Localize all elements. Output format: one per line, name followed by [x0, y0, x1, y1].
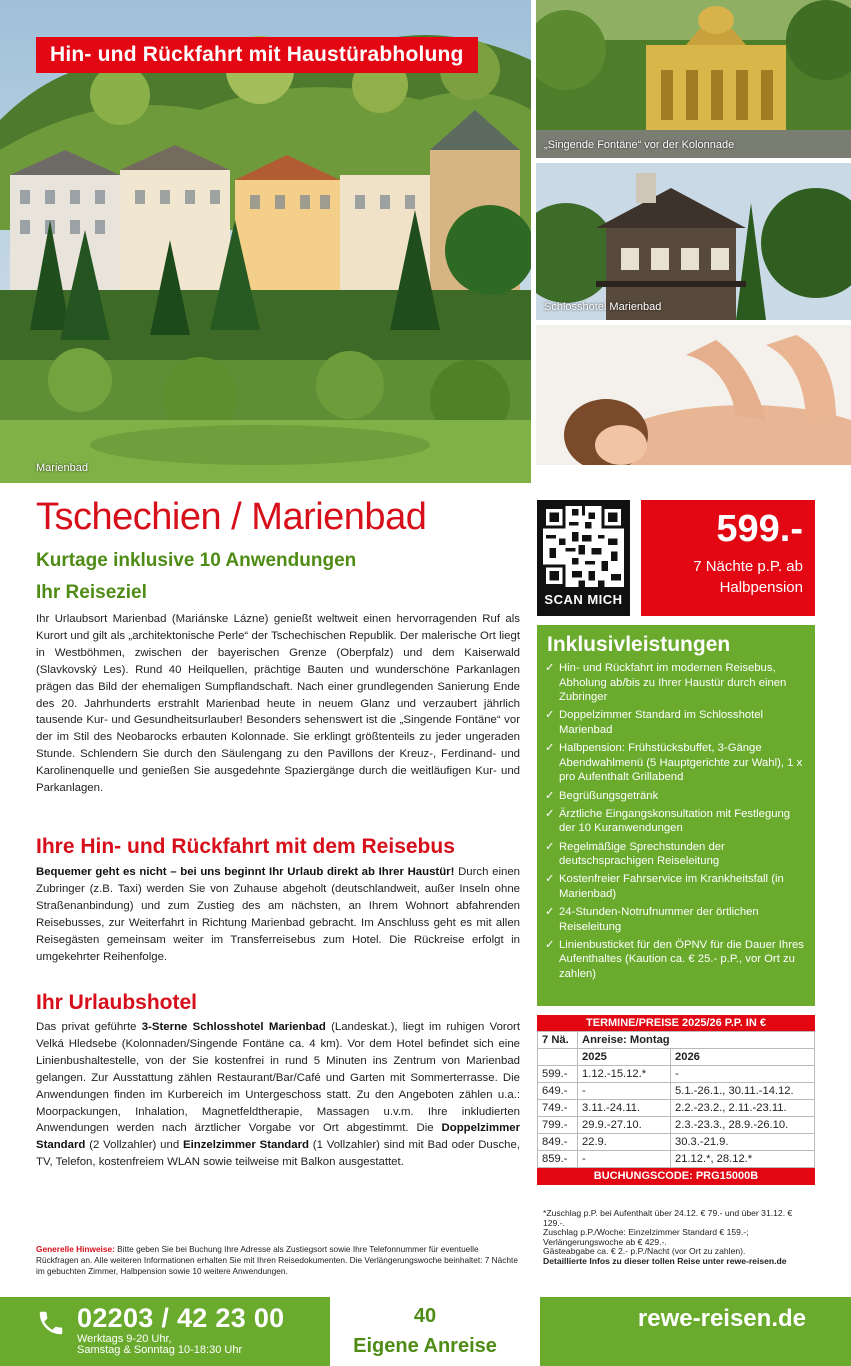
inclusive-list — [545, 661, 809, 985]
empty-cell — [538, 1049, 578, 1066]
inclusive-item — [545, 938, 809, 982]
check-icon: ✓ — [545, 709, 555, 722]
table-row — [538, 1100, 815, 1117]
row-dates-2026: - — [671, 1066, 815, 1083]
website-link[interactable]: rewe-reisen.de — [637, 1305, 806, 1332]
table-row — [538, 1083, 815, 1100]
inclusive-item — [545, 661, 809, 705]
phone-icon — [36, 1308, 66, 1338]
row-dates-2026: 2.2.-23.2., 2.11.-23.11. — [671, 1100, 815, 1117]
footer-phone[interactable] — [0, 1297, 330, 1366]
table-row — [538, 1117, 815, 1134]
row-dates-2025: 29.9.-27.10. — [578, 1117, 671, 1134]
booking-code: BUCHUNGSCODE: PRG15000B — [537, 1168, 815, 1185]
inclusive-item-text: Linienbusticket für den ÖPNV für die Dauer Ihres Aufenthaltes (Kaution ca. € 25.- p.P., vor Ort zu zahlen) — [559, 938, 804, 981]
own-travel-label: Eigene Anreise — [353, 1335, 497, 1357]
row-price: 859.- — [538, 1151, 578, 1168]
qr-code-box[interactable] — [537, 500, 630, 616]
hours-weekend: Samstag & Sonntag 10-18:30 Uhr — [77, 1344, 243, 1356]
price-nights: 7 Nächte p.P. ab — [693, 558, 803, 575]
row-price: 749.- — [538, 1100, 578, 1117]
hours-weekdays: Werktags 9-20 Uhr, — [77, 1333, 172, 1345]
banner-pickup: Hin- und Rückfahrt mit Haustürabholung — [36, 37, 478, 73]
heading-bus: Ihre Hin- und Rückfahrt mit dem Reisebus — [36, 835, 455, 858]
row-dates-2025: 1.12.-15.12.* — [578, 1066, 671, 1083]
row-dates-2026: 21.12.*, 28.12.* — [671, 1151, 815, 1168]
single-room: Einzelzimmer Standard — [182, 1139, 309, 1152]
bus-text — [36, 864, 520, 965]
row-price: 599.- — [538, 1066, 578, 1083]
footer-center — [339, 1297, 511, 1366]
inclusive-item — [545, 872, 809, 901]
dates-prices-table — [537, 1015, 815, 1185]
inclusive-title: Inklusivleistungen — [547, 633, 731, 656]
row-dates-2025: 22.9. — [578, 1134, 671, 1151]
qr-code[interactable] — [543, 506, 624, 587]
photo-massage — [536, 325, 851, 483]
check-icon: ✓ — [545, 742, 555, 755]
check-icon: ✓ — [545, 662, 555, 674]
hotel-text-4: (1 Vollzahler) sind mit Bad oder Dusche, TV, Telefon, kostenfreiem WLAN sowie teilweise mit Balkon ausgestattet. — [36, 1139, 520, 1169]
bus-body: Durch einen Zubringer (z.B. Taxi) werden Sie von Zuhause abgeholt (deutschlandweit, außer Inseln ohne Straßenanbindung) und zum Zustieg des am nächsten, an Ihrem Wohnort abfahrenden Reisebusses, zur Weiterfahrt in Richtung Marienbad gebracht. Im Anschluss geht es mit allen Reisegästen gemeinsam weiter im Transferreisebus zum Hotel. Die Rückreise erfolgt in umgekehrter Reihenfolge. — [36, 866, 520, 963]
heading-destination: Ihr Reiseziel — [36, 582, 147, 603]
page-title: Tschechien / Marienbad — [36, 496, 427, 538]
inclusive-item-text: Doppelzimmer Standard im Schlosshotel Marienbad — [559, 709, 764, 736]
year-2026: 2026 — [671, 1049, 815, 1066]
opening-hours — [77, 1334, 242, 1356]
check-icon: ✓ — [545, 906, 555, 919]
hotel-text-2: (Landeskat.), liegt im ruhigen Vorort Velká Hledsebe (Kolonnaden/Singende Fontäne ca. 4 km). Vor dem Hotel befindet sich eine Linienbushaltestelle, von der Sie kostenfrei in rund 5 Minuten ins Zentrum von Marienbad gelangen. Zur Ausstattung zählen Restaurant/Bar/Café und Garten mit Sommerterrasse. Die Anwendungen finden im Kurbereich im Untergeschoss statt. Zu den Angeboten zählen u.a.: Moorpackungen, Inhalation, Magnetfeldtherapie, Massagen u.v.m. Ihre inkludierten Anwendungen werden nach ärztlicher Vorgabe vor Ort abgestimmt. Die — [36, 1021, 521, 1135]
inclusive-item-text: Halbpension: Frühstücksbuffet, 3-Gänge Abendwahlmenü (5 Hauptgerichte zur Wahl), 1 x pro Aufenthalt Grillabend — [559, 742, 803, 784]
details-link-text: Detaillierte Infos zu dieser tollen Reise unter rewe-reisen.de — [543, 1255, 787, 1266]
surcharge-line: *Zuschlag p.P. bei Aufenthalt über 24.12. € 79.- und über 31.12. € 129.-. — [543, 1208, 793, 1228]
row-price: 799.- — [538, 1117, 578, 1134]
hotel-text — [36, 1019, 520, 1171]
price-board: Halbpension — [719, 579, 803, 596]
inclusive-item-text: Hin- und Rückfahrt im modernen Reisebus, Abholung ab/bis zu Ihrer Haustür durch einen Zubringer — [559, 662, 787, 704]
row-price: 849.- — [538, 1134, 578, 1151]
inclusive-item-text: Begrüßungsgetränk — [559, 789, 659, 802]
kolonnade-caption: „Singende Fontäne“ vor der Kolonnade — [544, 139, 735, 151]
inclusive-item-text: Regelmäßige Sprechstunden der deutschsprachigen Reiseleitung — [559, 840, 725, 868]
row-dates-2025: - — [578, 1083, 671, 1100]
inclusive-item — [545, 840, 809, 869]
inclusive-item — [545, 789, 809, 804]
table-title: TERMINE/PREISE 2025/26 P.P. IN € — [537, 1015, 815, 1031]
check-icon: ✓ — [545, 873, 555, 886]
row-dates-2025: - — [578, 1151, 671, 1168]
footer-website[interactable] — [540, 1297, 851, 1366]
check-icon: ✓ — [545, 807, 555, 820]
inclusive-item — [545, 905, 809, 934]
check-icon: ✓ — [545, 840, 555, 853]
inclusive-item — [545, 708, 809, 737]
notes-label: Generelle Hinweise: — [36, 1244, 115, 1254]
surcharge-line: Zuschlag p.P./Woche: Einzelzimmer Standard € 159.-; — [543, 1227, 749, 1238]
col-nights: 7 Nä. — [538, 1032, 578, 1049]
table-row — [538, 1066, 815, 1083]
price-note — [641, 556, 803, 598]
col-arrival: Anreise: Montag — [578, 1032, 815, 1049]
price-table — [537, 1031, 815, 1168]
row-dates-2025: 3.11.-24.11. — [578, 1100, 671, 1117]
year-2025: 2025 — [578, 1049, 671, 1066]
inclusive-item-text: 24-Stunden-Notrufnummer der örtlichen Reiseleitung — [559, 906, 759, 933]
phone-number[interactable]: 02203 / 42 23 00 — [77, 1303, 285, 1333]
check-icon: ✓ — [545, 938, 555, 951]
bus-lead: Bequemer geht es nicht – bei uns beginnt Ihr Urlaub direkt ab Ihrer Haustür! — [36, 866, 455, 878]
row-dates-2026: 5.1.-26.1., 30.11.-14.12. — [671, 1083, 815, 1100]
hotel-text-3: (2 Vollzahler) und — [85, 1139, 183, 1152]
scan-label: SCAN MICH — [544, 592, 623, 607]
inclusive-services — [537, 625, 815, 1006]
row-price: 649.- — [538, 1083, 578, 1100]
row-dates-2026: 30.3.-21.9. — [671, 1134, 815, 1151]
table-header-row — [538, 1032, 815, 1049]
inclusive-item-text: Ärztliche Eingangskonsultation mit Festlegung der 10 Kuranwendungen — [559, 807, 791, 835]
price-box — [641, 500, 815, 616]
page-number: 40 — [413, 1305, 437, 1327]
table-year-row — [538, 1049, 815, 1066]
surcharge-line: Verlängerungswoche ab € 429.-. — [543, 1236, 667, 1247]
table-row — [538, 1134, 815, 1151]
destination-text: Ihr Urlaubsort Marienbad (Mariánske Lázne) genießt weltweit einen hervorragenden Ruf als Kurort und gilt als „architektonische Perle“ der Tschechischen Republik. Der malerische Ort liegt in Westböhmen, zwischen der bayerischen Grenze (Oberpfalz) und dem Kaiserwald (Slavkovský Les). Rund 40 Heilquellen, prächtige Bauten und wunderschöne Parkanlagen prägen das Bild der ehemaligen Sumpflandschaft. Nach einer grundlegenden Sanierung Ende des 20. Jahrhunderts erstrahlt Marienbad heute in neuem Glanz und verzaubert jährlich tausende Kur- und Gesundheitsurlauber! Besonders sehenswert ist die „Singende Fontäne“ vor der im Stil des Neobarocks erbauten Kolonnade. Sie erklingt größtenteils zu jeder ungeraden Stunde. Schlendern Sie durch den Säulengang zu den Pavillons der Kreuz-, Ferdinand- und Karolinenquelle und genießen Sie ausgedehnte Spaziergänge durch die weitläufigen Kur- und Parkanlagen. — [36, 613, 520, 795]
surcharge-line: Gästeabgabe ca. € 2.- p.P./Nacht (vor Ort zu zahlen). — [543, 1246, 746, 1257]
photo-kolonnade — [536, 0, 851, 158]
hotel-text-1: Das privat geführte — [36, 1021, 142, 1033]
schlosshotel-caption: Schlosshotel Marienbad — [544, 301, 662, 313]
row-dates-2026: 2.3.-23.3., 28.9.-26.10. — [671, 1117, 815, 1134]
inclusive-item-text: Kostenfreier Fahrservice im Krankheitsfall (in Marienbad) — [559, 873, 784, 900]
inclusive-item — [545, 807, 809, 836]
main-photo-caption: Marienbad — [36, 462, 88, 474]
subtitle: Kurtage inklusive 10 Anwendungen — [36, 550, 357, 571]
general-notes — [36, 1244, 522, 1277]
hotel-name: 3-Sterne Schlosshotel Marienbad — [141, 1021, 326, 1033]
inclusive-item — [545, 741, 809, 785]
price-amount: 599.- — [716, 508, 803, 550]
heading-hotel: Ihr Urlaubshotel — [36, 991, 198, 1014]
surcharge-notes — [543, 1209, 815, 1267]
photo-schlosshotel — [536, 163, 851, 320]
double-room: Doppelzimmer Standard — [36, 1122, 520, 1152]
notes-text: Bitte geben Sie bei Buchung Ihre Adresse als Zustiegsort sowie Ihre Telefonnummer für eventuelle Rückfragen an. Alle weiteren Informationen erhalten Sie mit Ihren Reisedokumenten. Die Verlängerungswoche beinhaltet: 7 Nächte im gebuchten Zimmer, Halbpension sowie 10 weitere Anwendungen. — [36, 1244, 518, 1276]
check-icon: ✓ — [545, 789, 555, 802]
table-row — [538, 1151, 815, 1168]
